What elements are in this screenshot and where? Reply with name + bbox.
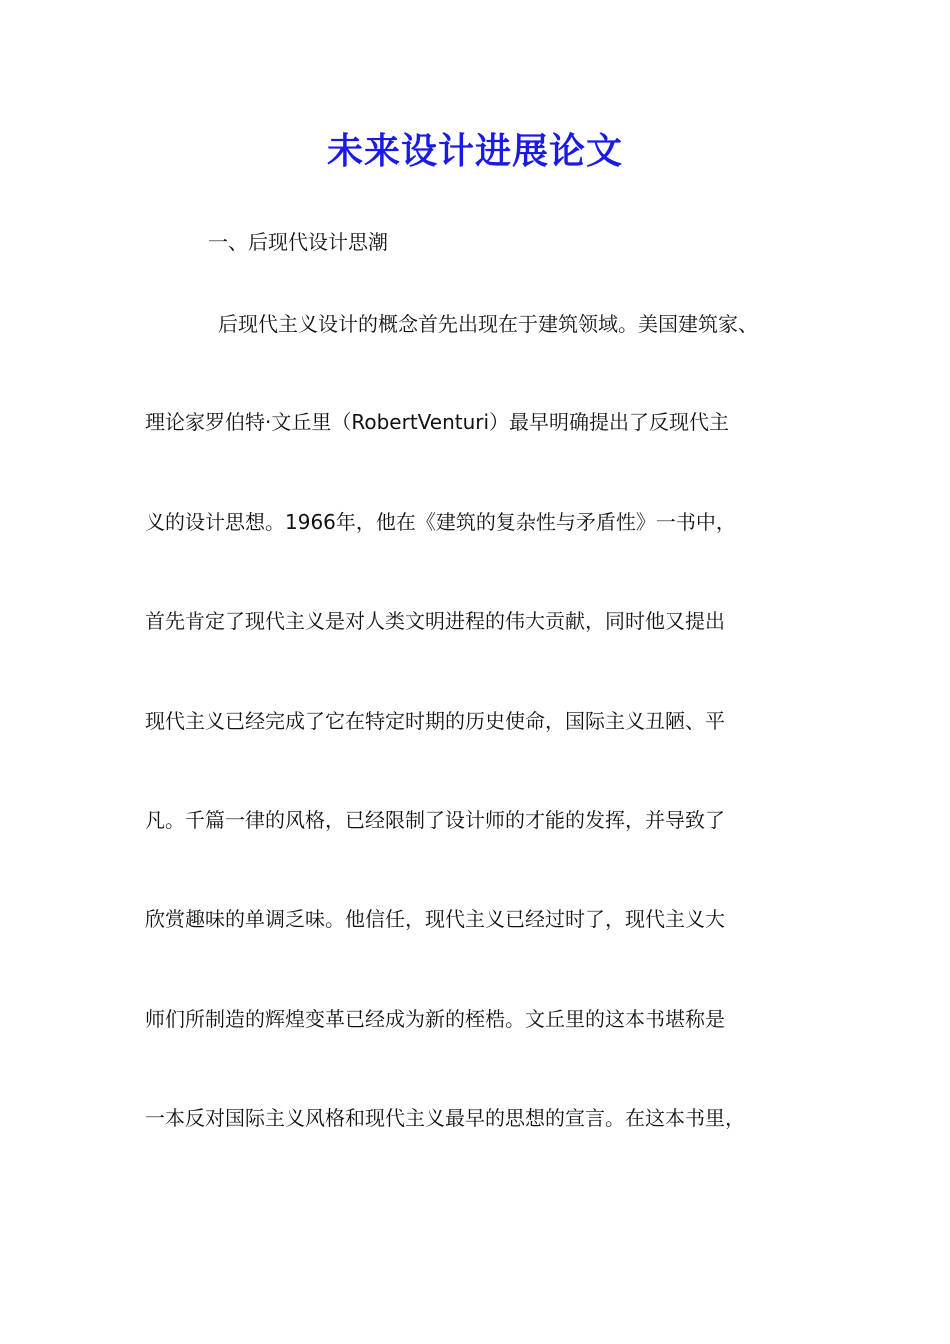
- paragraph-line: 凡。千篇一律的风格，已经限制了设计师的才能的发挥，并导致了: [145, 808, 725, 832]
- paragraph-line: 理论家罗伯特·文丘里（RobertVenturi）最早明确提出了反现代主: [145, 410, 730, 434]
- document-title: 未来设计进展论文: [326, 130, 623, 172]
- section-heading: 一、后现代设计思潮: [208, 230, 388, 254]
- paragraph-line: 欣赏趣味的单调乏味。他信任，现代主义已经过时了，现代主义大: [145, 907, 725, 931]
- paragraph-line: 首先肯定了现代主义是对人类文明进程的伟大贡献，同时他又提出: [145, 609, 725, 633]
- paragraph-line: 一本反对国际主义风格和现代主义最早的思想的宣言。在这本书里，: [145, 1106, 745, 1130]
- paragraph-line: 后现代主义设计的概念首先出现在于建筑领域。美国建筑家、: [218, 312, 758, 336]
- paragraph-line: 义的设计思想。1966年，他在《建筑的复杂性与矛盾性》一书中，: [145, 510, 736, 534]
- paragraph-line: 现代主义已经完成了它在特定时期的历史使命，国际主义丑陋、平: [145, 709, 725, 733]
- paragraph-line: 师们所制造的辉煌变革已经成为新的桎梏。文丘里的这本书堪称是: [145, 1007, 725, 1031]
